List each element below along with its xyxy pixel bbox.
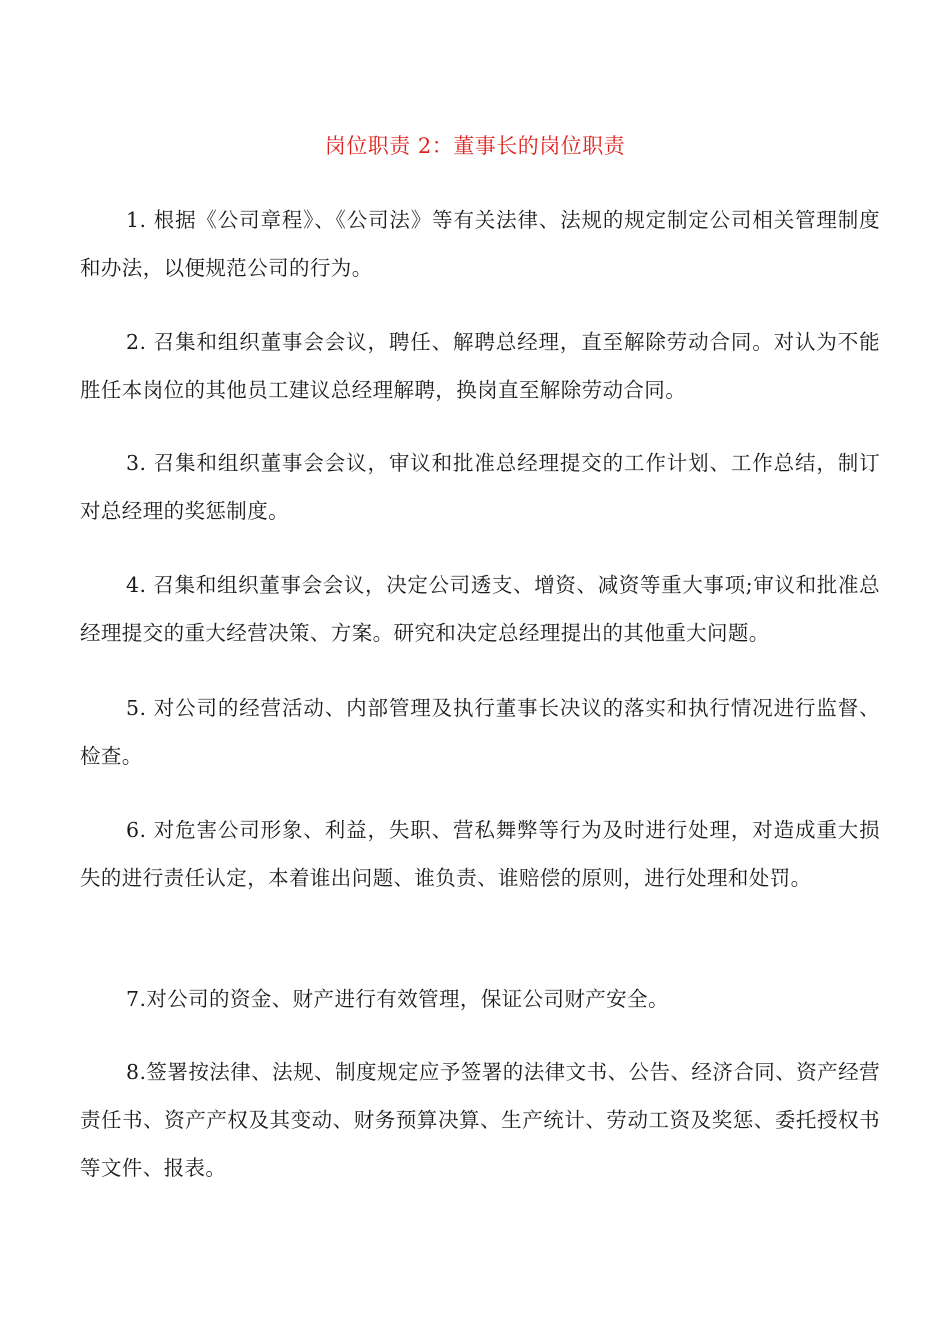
duty-item-3: 3. 召集和组织董事会会议，审议和批准总经理提交的工作计划、工作总结，制订对总经理的奖惩制度。 (80, 451, 880, 523)
duty-item-8: 8.签署按法律、法规、制度规定应予签署的法律文书、公告、经济合同、资产经营责任书、资产产权及其变动、财务预算决算、生产统计、劳动工资及奖惩、委托授权书等文件、报表。 (80, 1060, 880, 1180)
document-title: 岗位职责 2：董事长的岗位职责 (324, 134, 626, 158)
duty-item-5: 5. 对公司的经营活动、内部管理及执行董事长决议的落实和执行情况进行监督、检查。 (80, 696, 880, 768)
duty-item-7: 7.对公司的资金、财产进行有效管理，保证公司财产安全。 (126, 987, 669, 1011)
duty-item-2: 2. 召集和组织董事会会议，聘任、解聘总经理，直至解除劳动合同。对认为不能胜任本岗位的其他员工建议总经理解聘，换岗直至解除劳动合同。 (80, 330, 880, 402)
duty-item-6: 6. 对危害公司形象、利益，失职、营私舞弊等行为及时进行处理，对造成重大损失的进行责任认定，本着谁出问题、谁负责、谁赔偿的原则，进行处理和处罚。 (80, 818, 880, 890)
duty-item-4: 4. 召集和组织董事会会议，决定公司透支、增资、减资等重大事项;审议和批准总经理提交的重大经营决策、方案。研究和决定总经理提出的其他重大问题。 (80, 573, 880, 645)
duty-item-1: 1. 根据《公司章程》、《公司法》等有关法律、法规的规定制定公司相关管理制度和办法，以便规范公司的行为。 (80, 208, 880, 280)
